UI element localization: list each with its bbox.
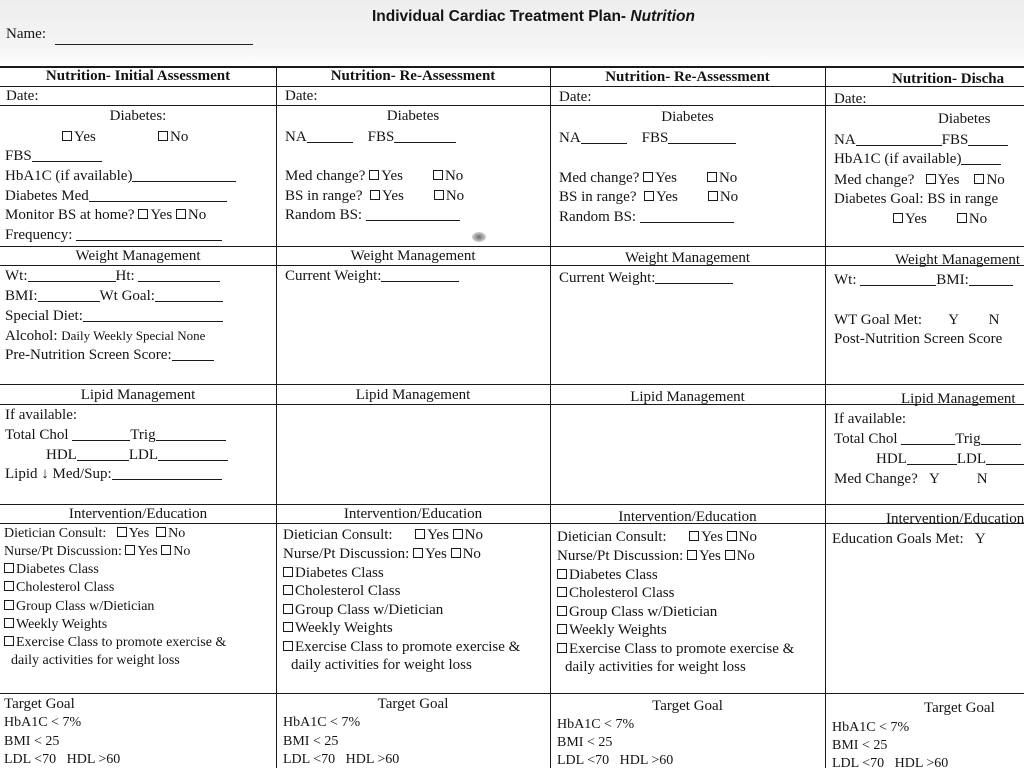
treatment-plan-table [0, 66, 1024, 768]
weekly-weights-checkbox[interactable]: Weekly Weights [283, 619, 393, 637]
goal-hba1c: HbA1C < 7% [4, 715, 82, 730]
goal-lipids: LDL <70 HDL >60 [4, 752, 121, 767]
section-diabetes-title: Diabetes: [109, 108, 167, 124]
hba1c-field[interactable]: HbA1C (if available) [834, 150, 1001, 168]
date-label[interactable]: Date: [834, 91, 867, 107]
section-intervention-title: Intervention/Education [68, 506, 208, 522]
column-header: Nutrition- Initial Assessment [45, 68, 231, 84]
section-intervention-title: Intervention/Education [343, 506, 483, 522]
na-fbs-field[interactable]: NA FBS [285, 128, 456, 146]
bmi-goal-field[interactable]: BMI: Wt Goal: [5, 287, 223, 305]
section-weight-title: Weight Management [895, 252, 1021, 268]
med-change-field[interactable]: Med change? Yes No [834, 172, 1005, 188]
exercise-class-line2: daily activities for weight loss [565, 659, 746, 675]
if-available-label: If available: [5, 407, 78, 423]
goal-lipids: LDL <70 HDL >60 [832, 756, 949, 768]
section-intervention-title: Intervention/Education [618, 509, 757, 525]
goal-bmi: BMI < 25 [4, 734, 60, 749]
dietician-consult-field[interactable]: Dietician Consult: Yes No [283, 527, 483, 543]
goal-hba1c: HbA1C < 7% [832, 720, 910, 735]
wt-bmi-field[interactable]: Wt: BMI: [834, 271, 1013, 289]
section-diabetes-title: Diabetes [938, 111, 991, 127]
name-field[interactable] [55, 44, 253, 45]
column-header: Nutrition- Re-Assessment [330, 68, 496, 84]
section-lipid-title: Lipid Management [630, 389, 745, 405]
nurse-discussion-field[interactable]: Nurse/Pt Discussion: Yes No [4, 544, 191, 559]
name-label: Name: [6, 26, 46, 42]
section-weight-title: Weight Management [624, 250, 750, 266]
if-available-label: If available: [834, 411, 907, 427]
pre-screen-field[interactable]: Pre-Nutrition Screen Score: [5, 346, 214, 364]
section-target-title: Target Goal [4, 696, 75, 712]
current-weight-field[interactable]: Current Weight: [285, 267, 459, 285]
hba1c-field[interactable]: HbA1C (if available) [5, 167, 236, 185]
group-class-checkbox[interactable]: Group Class w/Dietician [283, 601, 443, 619]
goal-lipids: LDL <70 HDL >60 [557, 753, 674, 768]
nurse-discussion-field[interactable]: Nurse/Pt Discussion: Yes No [283, 546, 481, 562]
diabetes-class-checkbox[interactable]: Diabetes Class [4, 561, 99, 579]
fbs-field[interactable]: FBS [5, 147, 102, 165]
goal-hba1c: HbA1C < 7% [557, 717, 635, 732]
current-weight-field[interactable]: Current Weight: [559, 269, 733, 287]
diabetes-goal-options[interactable]: Yes No [893, 210, 987, 228]
alcohol-field[interactable]: Alcohol: Daily Weekly Special None [5, 328, 206, 344]
exercise-class-checkbox[interactable]: Exercise Class to promote exercise & [557, 640, 794, 658]
bs-range-field[interactable]: BS in range? Yes No [559, 189, 739, 205]
diabetes-yes-checkbox[interactable]: Yes [62, 128, 96, 146]
cholesterol-class-checkbox[interactable]: Cholesterol Class [557, 584, 674, 602]
group-class-checkbox[interactable]: Group Class w/Dietician [4, 598, 154, 616]
hdl-ldl-field[interactable]: HDL LDL [46, 446, 228, 464]
post-screen-field[interactable]: Post-Nutrition Screen Score [834, 331, 1003, 347]
column-discharge [825, 66, 1024, 768]
section-lipid-title: Lipid Management [80, 387, 196, 403]
total-chol-field[interactable]: Total Chol Trig [5, 426, 226, 444]
column-reassessment-2 [550, 66, 825, 768]
date-label[interactable]: Date: [559, 89, 592, 105]
random-bs-field[interactable]: Random BS: [285, 206, 460, 224]
column-initial-assessment [0, 66, 276, 768]
hdl-ldl-field[interactable]: HDL LDL [876, 450, 1024, 468]
goal-hba1c: HbA1C < 7% [283, 715, 361, 730]
section-lipid-title: Lipid Management [901, 391, 1016, 407]
group-class-checkbox[interactable]: Group Class w/Dietician [557, 603, 717, 621]
column-header: Nutrition- Re-Assessment [605, 69, 770, 85]
cholesterol-class-checkbox[interactable]: Cholesterol Class [283, 582, 400, 600]
frequency-field[interactable]: Frequency: [5, 226, 222, 244]
section-intervention-title: Intervention/Education [886, 511, 1024, 527]
cholesterol-class-checkbox[interactable]: Cholesterol Class [4, 579, 114, 597]
section-weight-title: Weight Management [350, 248, 476, 264]
med-change-field[interactable]: Med change? Yes No [559, 170, 738, 186]
med-change-field[interactable]: Med change? Yes No [285, 168, 464, 184]
exercise-class-checkbox[interactable]: Exercise Class to promote exercise & [4, 634, 226, 652]
na-fbs-field[interactable]: NA FBS [834, 131, 1008, 149]
wt-goal-met-field[interactable]: WT Goal Met: Y N [834, 312, 1000, 328]
total-chol-field[interactable]: Total Chol Trig [834, 430, 1021, 448]
section-diabetes-title: Diabetes [661, 109, 714, 125]
bs-range-field[interactable]: BS in range? Yes No [285, 188, 465, 204]
section-diabetes-title: Diabetes [386, 108, 440, 124]
column-reassessment-1 [276, 66, 550, 768]
nurse-discussion-field[interactable]: Nurse/Pt Discussion: Yes No [557, 548, 755, 564]
wt-ht-field[interactable]: Wt: Ht: [5, 267, 220, 285]
edu-goals-met-field[interactable]: Education Goals Met: Y [832, 531, 986, 547]
random-bs-field[interactable]: Random BS: [559, 208, 734, 226]
diabetes-no-checkbox[interactable]: No [158, 128, 188, 146]
section-target-title: Target Goal [924, 700, 995, 716]
date-label[interactable]: Date: [285, 88, 318, 104]
section-lipid-title: Lipid Management [355, 387, 471, 403]
page-title: Individual Cardiac Treatment Plan- Nutrition [372, 8, 695, 25]
diabetes-goal-label: Diabetes Goal: BS in range [834, 191, 999, 207]
lipid-med-field[interactable]: Lipid ↓ Med/Sup: [5, 465, 222, 483]
dietician-consult-field[interactable]: Dietician Consult: Yes No [557, 529, 757, 545]
dietician-consult-field[interactable]: Dietician Consult: Yes No [4, 526, 186, 541]
weekly-weights-checkbox[interactable]: Weekly Weights [4, 616, 107, 634]
goal-bmi: BMI < 25 [557, 735, 613, 750]
special-diet-field[interactable]: Special Diet: [5, 307, 223, 325]
date-label[interactable]: Date: [6, 88, 39, 104]
goal-lipids: LDL <70 HDL >60 [283, 752, 400, 767]
scan-smudge [472, 232, 486, 242]
med-change-lipid-field[interactable]: Med Change? Y N [834, 471, 988, 487]
monitor-bs-field[interactable]: Monitor BS at home? Yes No [5, 207, 207, 223]
column-header: Nutrition- Discha [892, 71, 1005, 87]
section-target-title: Target Goal [652, 698, 723, 714]
exercise-class-line2: daily activities for weight loss [291, 657, 472, 673]
weekly-weights-checkbox[interactable]: Weekly Weights [557, 621, 667, 639]
diabetes-med-field[interactable]: Diabetes Med [5, 187, 227, 205]
na-fbs-field[interactable]: NA FBS [559, 129, 736, 147]
goal-bmi: BMI < 25 [283, 734, 339, 749]
section-weight-title: Weight Management [75, 248, 201, 264]
exercise-class-line2: daily activities for weight loss [11, 653, 180, 668]
section-target-title: Target Goal [377, 696, 449, 712]
exercise-class-checkbox[interactable]: Exercise Class to promote exercise & [283, 638, 520, 656]
diabetes-class-checkbox[interactable]: Diabetes Class [283, 564, 384, 582]
diabetes-class-checkbox[interactable]: Diabetes Class [557, 566, 658, 584]
goal-bmi: BMI < 25 [832, 738, 888, 753]
